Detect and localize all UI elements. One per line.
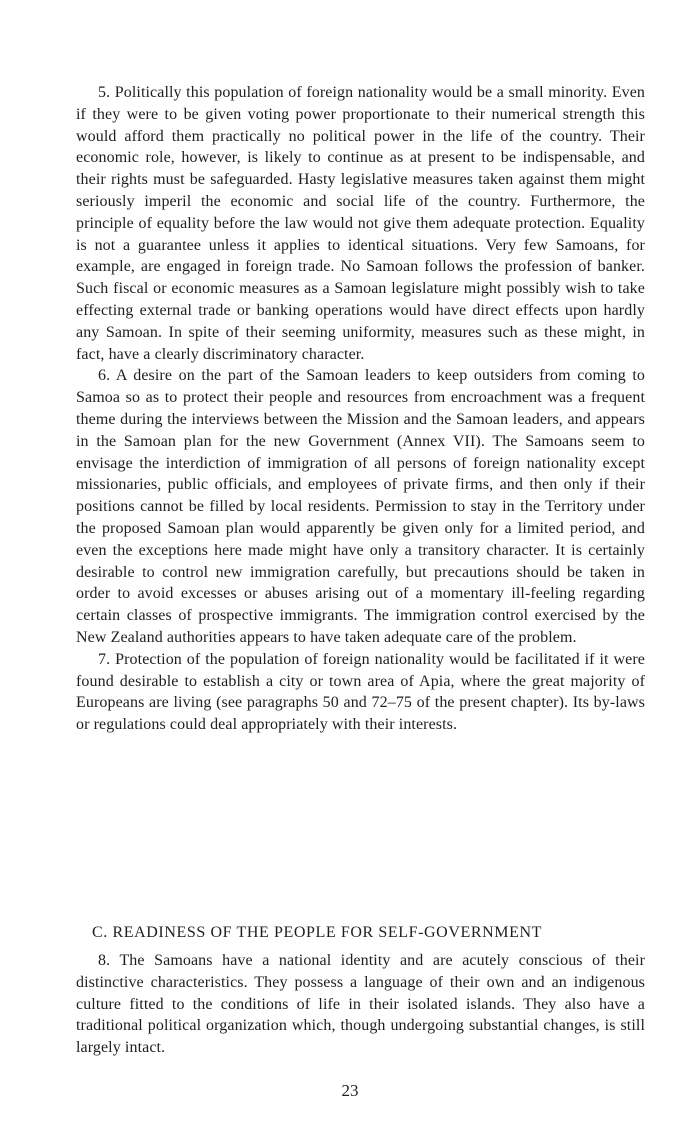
paragraph-number: 6. xyxy=(98,367,111,385)
paragraph-text: The Samoans have a national identity and are acutely conscious of their distinctive characteristics. They possess a language of their own and an indigenous culture fitted to the conditions of life in their isolated islands. They also have a traditional political organization which, though undergoing substantial changes, is still largely intact. xyxy=(76,952,646,1057)
paragraph-7 xyxy=(76,649,645,736)
paragraph-number: 5. xyxy=(98,84,111,101)
section-body xyxy=(76,950,645,1059)
paragraph-6 xyxy=(76,365,645,648)
section-heading: C. READINESS OF THE PEOPLE FOR SELF-GOVERNMENT xyxy=(92,924,543,941)
paragraph-text: Politically this population of foreign nationality would be a small minority. Even if they were to be given voting power proportionate to their numerical strength this would afford them practically no political power in the life of the country. Their economic role, however, is likely to continue as at present to be indispensable, and their rights must be safeguarded. Hasty legislative measures taken against them might seriously imperil the economic and social life of the country. Furthermore, the principle of equality before the law would not give them adequate protection. Equality is not a guarantee unless it applies to identical situations. Very few Samoans, for example, are engaged in foreign trade. No Samoan follows the profession of banker. Such fiscal or economic measures as a Samoan legislature might possibly wish to take effecting external trade or banking operations would have direct effects upon hardly any Samoan. In spite of their seeming uniformity, measures such as these might, in fact, have a clearly discriminatory character. xyxy=(76,84,645,363)
paragraph-text: Protection of the population of foreign nationality would be facilitated if it were found desirable to establish a city or town area of Apia, where the great majority of Europeans are living (see paragraphs 50 and 72–75 of the present chapter). Its by-laws or regulations could deal appropriately with their interests. xyxy=(76,650,645,734)
paragraph-number: 8. xyxy=(98,952,111,969)
paragraph-number: 7. xyxy=(98,650,111,668)
paragraph-8 xyxy=(76,950,645,1059)
page-number: 23 xyxy=(341,1081,359,1100)
paragraph-text: A desire on the part of the Samoan leaders to keep outsiders from coming to Samoa so as to protect their people and resources from encroachment was a frequent theme during the interviews between the Mission and the Samoan leaders, and appears in the Samoan plan for the new Government (Annex VII). The Samoans seem to envisage the interdiction of immigration of all persons of foreign nationality except missionaries, public officials, and employees of private firms, and then only if their positions cannot be filled by local residents. Permission to stay in the Territory under the proposed Samoan plan would apparently be given only for a limited period, and even the exceptions here made might have only a transitory character. It is certainly desirable to control new immigration carefully, but precautions should be taken in order to avoid excesses or abuses arising out of a momentary ill-feeling regarding certain classes of prospective immigrants. The immigration control exercised by the New Zealand authorities appears to have taken adequate care of the problem. xyxy=(76,367,646,646)
paragraph-5 xyxy=(76,82,645,365)
body-text xyxy=(76,82,645,736)
